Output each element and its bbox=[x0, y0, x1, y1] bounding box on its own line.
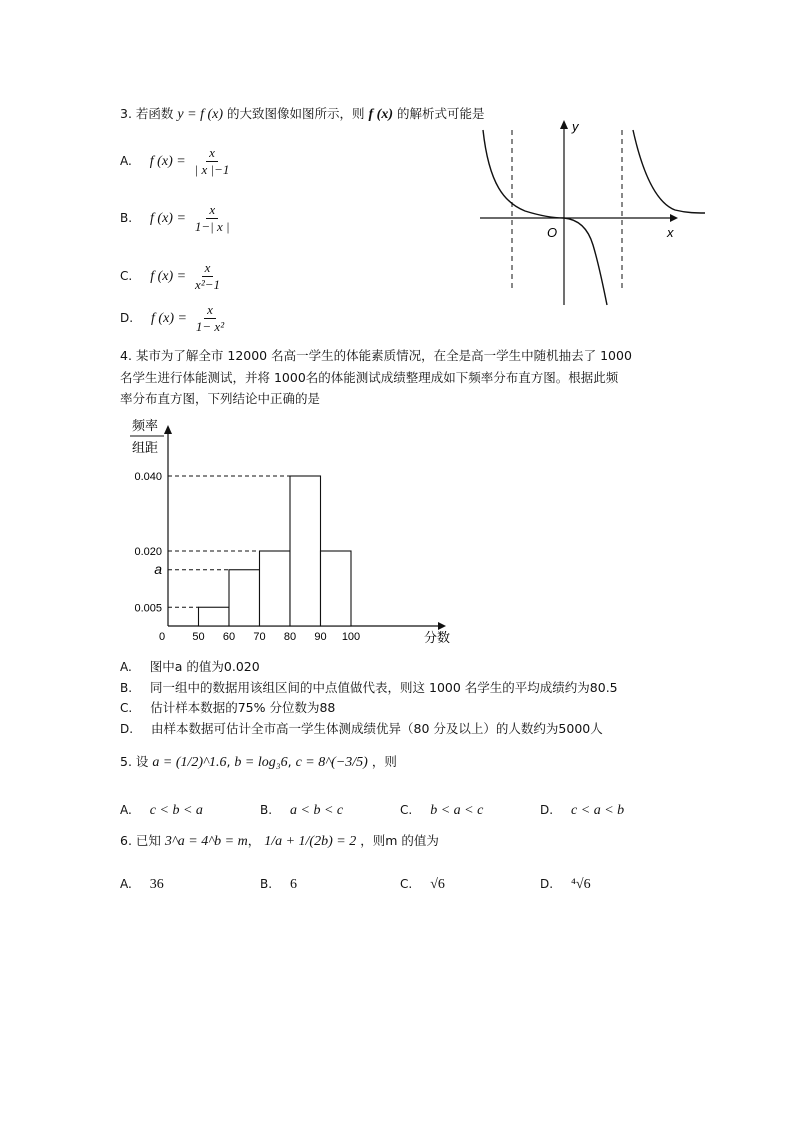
q4-stem-line2: 名学生进行体能测试，并将 1000名的体能测试成绩整理成如下频率分布直方图。根据此频 bbox=[120, 370, 619, 385]
y-tick-label: a bbox=[154, 560, 162, 577]
q3-stem-mid: 的大致图像如图所示，则 bbox=[227, 106, 365, 121]
x-tick-label: 100 bbox=[341, 631, 361, 643]
q6-option-c[interactable] bbox=[400, 876, 445, 893]
q3-option-b[interactable] bbox=[120, 203, 235, 234]
q4-option-d[interactable] bbox=[120, 719, 603, 737]
q5-stem-end: ，则 bbox=[371, 754, 397, 769]
q3-stem-post: 的解析式可能是 bbox=[396, 106, 485, 121]
q3-function-graph bbox=[475, 115, 710, 310]
x-tick-label: 70 bbox=[253, 631, 266, 643]
curve-left-branch bbox=[483, 130, 564, 218]
fraction bbox=[193, 303, 227, 334]
q4-option-c[interactable] bbox=[120, 698, 335, 716]
y-axis-label-top: 频率 bbox=[132, 418, 159, 433]
option-text: c < b < a bbox=[149, 803, 203, 818]
q5-option-a[interactable] bbox=[120, 802, 203, 819]
numerator: x bbox=[206, 203, 218, 219]
x-axis-arrow bbox=[438, 622, 446, 630]
q5-stem: 5. 设 a = (1/2)^1.6, b = log₃6, c = 8^(−3/5) ，则 bbox=[120, 754, 397, 770]
option-label: D. bbox=[540, 877, 554, 891]
q5-option-d[interactable] bbox=[540, 802, 624, 819]
curve-middle-branch bbox=[564, 218, 607, 305]
histogram-bar bbox=[260, 551, 291, 626]
q6-condition-2: 1/a + 1/(2b) = 2 bbox=[264, 834, 357, 849]
y-tick-label: 0.020 bbox=[134, 546, 162, 558]
q4-stem-line3: 率分布直方图，下列结论中正确的是 bbox=[120, 391, 321, 406]
x-axis-label: x bbox=[667, 225, 674, 240]
q3-option-a[interactable] bbox=[120, 146, 234, 177]
histogram-bar bbox=[321, 551, 352, 626]
option-text: ⁴√6 bbox=[571, 877, 591, 892]
option-label: B. bbox=[120, 211, 133, 225]
x-axis-label: 分数 bbox=[424, 630, 451, 645]
q3-stem-func2: f (x) bbox=[368, 107, 393, 122]
q6-stem: 6. 已知 3^a = 4^b = m， 1/a + 1/(2b) = 2 ，则m 的值为 bbox=[120, 833, 439, 849]
option-label: D. bbox=[120, 311, 134, 325]
option-text: 36 bbox=[149, 877, 164, 892]
option-label: C. bbox=[120, 269, 133, 283]
option-text: √6 bbox=[430, 877, 445, 892]
frequency-histogram bbox=[120, 412, 460, 652]
option-text: 图中a 的值为0.020 bbox=[149, 659, 260, 674]
denominator: | x |−1 bbox=[194, 162, 230, 177]
q3-lhs: f (x) = bbox=[150, 211, 186, 226]
y-tick-label: 0.005 bbox=[134, 602, 162, 615]
option-text: c < a < b bbox=[571, 803, 625, 818]
option-text: 6 bbox=[290, 877, 298, 892]
y-axis-arrow bbox=[560, 120, 568, 129]
option-text: a < b < c bbox=[290, 803, 344, 818]
y-axis-label-bottom: 组距 bbox=[132, 440, 159, 455]
x-tick-label: 80 bbox=[283, 631, 297, 643]
option-label: B. bbox=[120, 681, 133, 695]
option-text: 同一组中的数据用该组区间的中点值做代表，则这 1000 名学生的平均成绩约为80.5 bbox=[150, 680, 618, 695]
x-tick-label: 60 bbox=[222, 631, 236, 643]
option-label: A. bbox=[120, 660, 132, 674]
x-tick-label: 0 bbox=[158, 631, 166, 643]
fraction bbox=[192, 203, 233, 234]
q6-option-d[interactable] bbox=[540, 876, 591, 893]
q3-number: 3. bbox=[120, 106, 132, 121]
x-axis-arrow bbox=[670, 214, 678, 222]
q3-stem bbox=[120, 104, 485, 123]
q3-stem-func: y = f (x) bbox=[177, 107, 224, 122]
option-label: B. bbox=[260, 803, 273, 817]
q6-option-a[interactable] bbox=[120, 876, 164, 893]
fraction bbox=[192, 261, 223, 292]
option-label: D. bbox=[540, 803, 554, 817]
q3-stem-pre: 若函数 bbox=[135, 106, 174, 121]
q5-option-b[interactable] bbox=[260, 802, 343, 819]
option-text: 估计样本数据的75% 分位数为88 bbox=[150, 700, 336, 715]
numerator: x bbox=[206, 146, 218, 162]
denominator: 1−| x | bbox=[194, 219, 230, 234]
q5-b-def: b = log₃6 bbox=[234, 755, 288, 770]
q4-option-a[interactable] bbox=[120, 657, 260, 675]
q6-condition-1: 3^a = 4^b = m bbox=[164, 834, 248, 849]
q6-stem-post: ，则m 的值为 bbox=[360, 833, 439, 848]
q6-option-b[interactable] bbox=[260, 876, 297, 893]
option-label: D. bbox=[120, 722, 134, 736]
x-tick-label: 50 bbox=[192, 631, 205, 643]
x-tick-label: 90 bbox=[314, 631, 327, 643]
numerator: x bbox=[202, 261, 214, 277]
histogram-bar bbox=[229, 570, 260, 626]
option-label: B. bbox=[260, 877, 273, 891]
y-tick-label: 0.040 bbox=[134, 471, 162, 483]
y-axis-arrow bbox=[164, 425, 172, 434]
option-label: A. bbox=[120, 877, 132, 891]
q3-lhs: f (x) = bbox=[151, 311, 187, 326]
option-text: b < a < c bbox=[430, 803, 484, 818]
fraction bbox=[192, 146, 233, 177]
q5-a-def: a = (1/2)^1.6 bbox=[152, 755, 227, 770]
q3-lhs: f (x) = bbox=[150, 269, 187, 284]
histogram-bar bbox=[290, 476, 321, 626]
histogram-bar bbox=[199, 607, 230, 626]
curve-right-branch bbox=[633, 130, 705, 213]
option-label: A. bbox=[120, 154, 132, 168]
q3-option-c[interactable] bbox=[120, 261, 225, 292]
origin-label: O bbox=[547, 225, 558, 240]
q4-option-b[interactable] bbox=[120, 678, 618, 696]
q5-option-c[interactable] bbox=[400, 802, 483, 819]
q4-stem-line1: 4. 某市为了解全市 12000 名高一学生的体能素质情况，在全是高一学生中随机抽去了 1000 bbox=[120, 348, 632, 363]
q6-stem-pre: 6. 已知 bbox=[120, 833, 161, 848]
denominator: x²−1 bbox=[195, 277, 220, 292]
option-label: A. bbox=[120, 803, 132, 817]
option-text: 由样本数据可估计全市高一学生体测成绩优异（80 分及以上）的人数约为5000人 bbox=[151, 721, 603, 736]
option-label: C. bbox=[400, 803, 413, 817]
option-label: C. bbox=[400, 877, 413, 891]
q3-option-d[interactable] bbox=[120, 303, 229, 334]
q5-c-def: c = 8^(−3/5) bbox=[295, 755, 368, 770]
denominator: 1− x² bbox=[195, 319, 225, 334]
q5-stem-pre: 5. 设 bbox=[120, 754, 149, 769]
numerator: x bbox=[204, 303, 216, 319]
y-axis-label: y bbox=[572, 119, 579, 134]
q3-lhs: f (x) = bbox=[149, 154, 186, 169]
option-label: C. bbox=[120, 701, 133, 715]
